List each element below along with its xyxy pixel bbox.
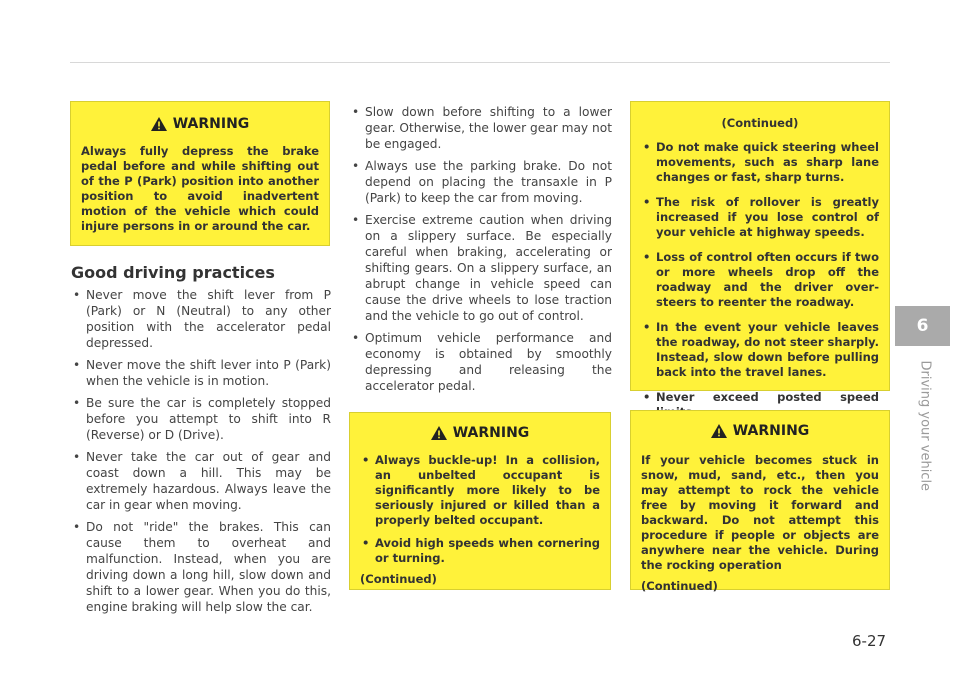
list-item: • Never move the shift lever into P (Park) when the vehicle is in motion.	[71, 357, 331, 389]
middle-column	[350, 104, 612, 400]
list-item: • Exercise extreme caution when driving on a slippery surface. Be especially careful when braking, accelerating or shifting gears. On a slippery surface, an abrupt change in vehicle speed can cause the drive wheels to lose traction and the vehicle to go out of control.	[350, 212, 612, 324]
warning-title-text: WARNING	[732, 423, 810, 439]
list-item: • Always buckle-up! In a collision, an unbelted occupant is significantly more likely to be seriously injured or killed than a properly belted occupant.	[360, 453, 600, 528]
chapter-tab	[895, 306, 950, 346]
warning-icon	[711, 424, 727, 438]
list-item: • Never take the car out of gear and coast down a hill. This may be extremely hazardous. Always leave the car in gear when moving.	[71, 449, 331, 513]
warning-box-rollover	[630, 101, 890, 404]
list-item: • Never exceed posted speed	[641, 390, 879, 420]
left-column	[71, 287, 331, 621]
warning-text	[360, 453, 600, 587]
list-item: • Always use the parking brake. Do not depend on placing the transaxle in P (Park) to keep the car from moving.	[350, 158, 612, 206]
warning-icon	[151, 117, 167, 131]
list-item: • Avoid high speeds when cornering or turning.	[360, 536, 600, 566]
list-item: • Never move the shift lever from P (Park) or N (Neutral) to any other position with the accelerator pedal depressed.	[71, 287, 331, 351]
list-item: • Slow down before shifting to a lower gear. Otherwise, the lower gear may not be engaged.	[350, 104, 612, 152]
top-rule	[70, 62, 890, 63]
warning-title-text: WARNING	[452, 425, 530, 441]
warning-box-brake	[70, 101, 330, 246]
warning-icon	[431, 426, 447, 440]
warning-title	[81, 116, 319, 132]
list-item: • In the event your vehicle leaves the roadway, do not steer sharply. Instead, slow down before pulling back into the travel lanes.	[641, 320, 879, 380]
warning-paragraph: Always fully depress the brake pedal before and while shifting out of the P (Park) position into another position to avoid inadvertent motion of the vehicle which could injure persons in or around the car.	[81, 144, 319, 233]
continued-label: (Continued)	[721, 116, 799, 130]
list-item: • Do not "ride" the brakes. This can cause them to overheat and malfunction. Instead, when you are driving down a long hill, slow down and shift to a lower gear. When you do this, engine braking will help slow the car.	[71, 519, 331, 615]
continued-label: (Continued)	[360, 572, 437, 586]
warning-title	[641, 423, 879, 439]
chapter-label: Driving your vehicle	[917, 360, 933, 492]
page-number: 6-27	[852, 632, 887, 650]
list-item: • Do not make quick steering wheel movements, such as sharp lane changes or fast, sharp turns.	[641, 140, 879, 185]
warning-list	[360, 453, 600, 566]
warning-box-stuck	[630, 410, 890, 593]
continued-label: (Continued)	[641, 579, 718, 593]
warning-title	[360, 425, 600, 441]
list-item: • Loss of control often occurs if two or more wheels drop off the roadway and the driver over-steers to reenter the roadway.	[641, 250, 879, 310]
warning-text	[641, 453, 879, 594]
section-heading: Good driving practices	[71, 263, 275, 282]
warning-paragraph: If your vehicle becomes stuck in snow, mud, sand, etc., then you may attempt to rock the vehicle free by moving it forward and backward. Do not attempt this procedure if people or objects are anywhere near the vehicle. During the rocking operation	[641, 453, 879, 572]
warning-box-seatbelt	[349, 412, 611, 590]
list-item: • Be sure the car is completely stopped before you attempt to shift into R (Reverse) or D (Drive).	[71, 395, 331, 443]
list-item: • The risk of rollover is greatly increased if you lose control of your vehicle at highway speeds.	[641, 195, 879, 240]
warning-title-text: WARNING	[172, 116, 250, 132]
chapter-number: 6	[916, 316, 929, 336]
list-item: • Optimum vehicle performance and economy is obtained by smoothly depressing and releasing the accelerator pedal.	[350, 330, 612, 394]
warning-list	[641, 140, 879, 420]
warning-text	[81, 144, 319, 234]
warning-text	[641, 140, 879, 420]
practices-list-left	[71, 287, 331, 615]
practices-list-middle	[350, 104, 612, 394]
